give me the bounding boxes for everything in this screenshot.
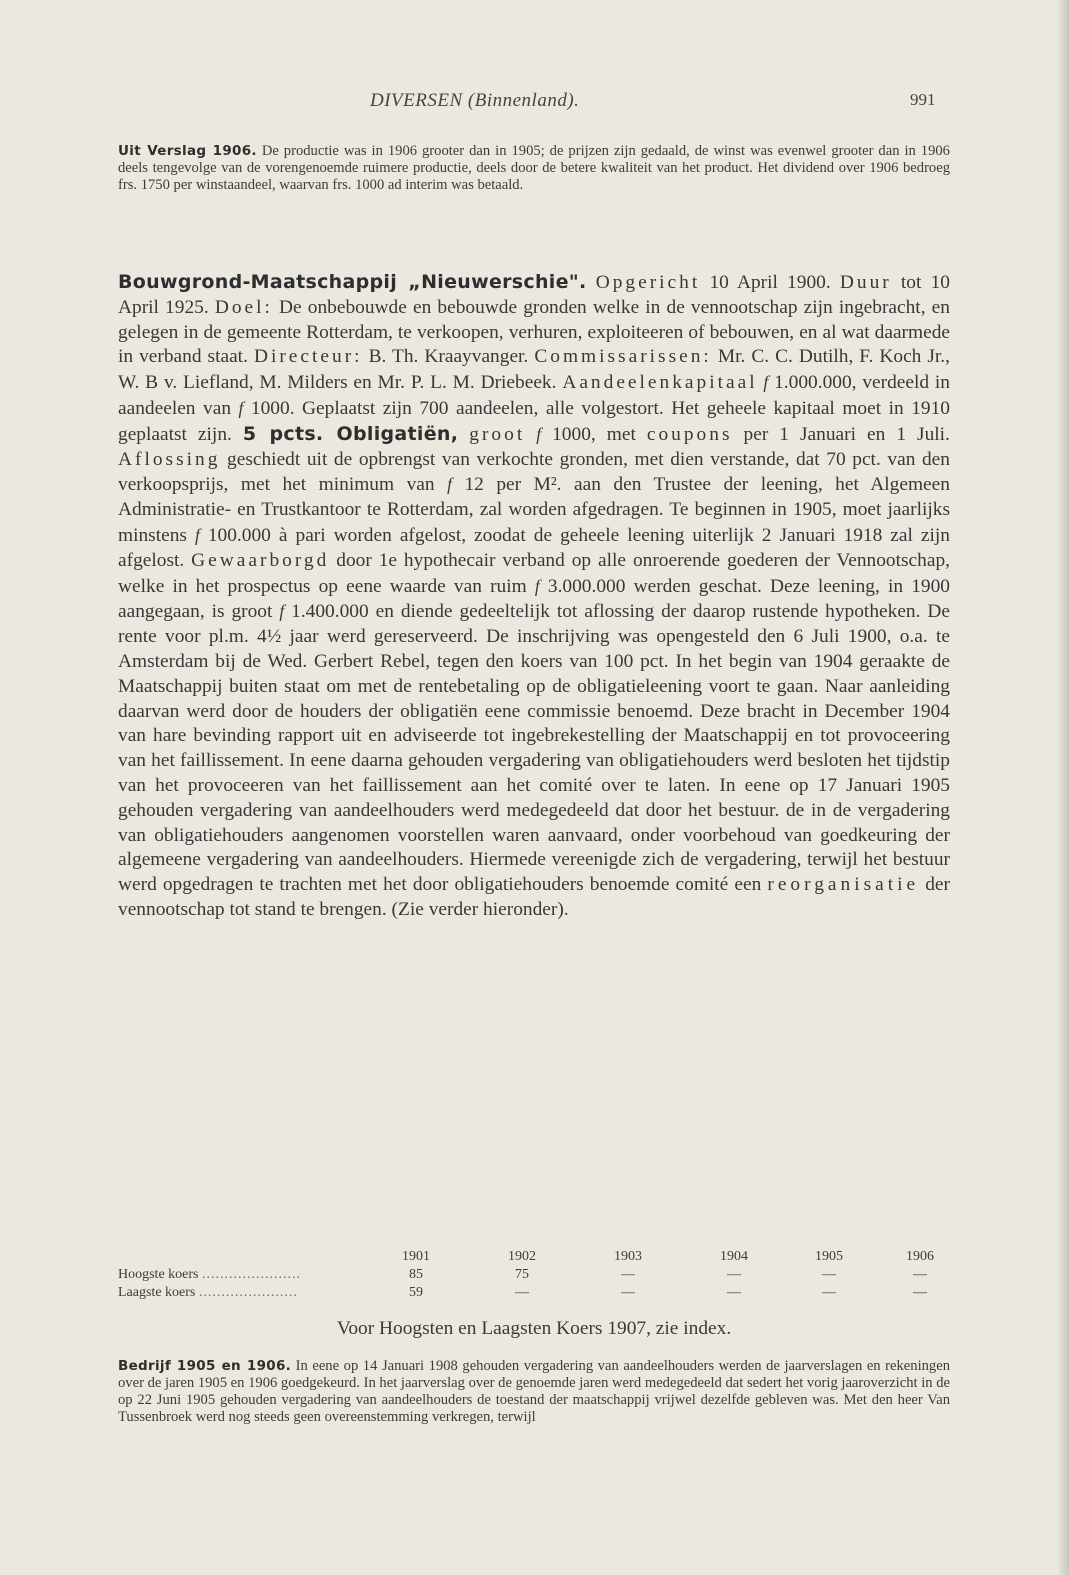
keyword-commissarissen: Commissarissen: [534, 346, 712, 368]
keyword-doel: Doel: [214, 296, 273, 318]
leader-dots: ...................... [198, 1285, 298, 1300]
table-header-row [118, 1249, 950, 1267]
year-header: 1901 [402, 1249, 430, 1264]
keyword-gewaarborgd: Gewaarborgd [191, 549, 330, 571]
table-cell: — [913, 1285, 927, 1300]
company-heading: Bouwgrond-Maatschappij „Nieuwerschie". [118, 271, 587, 293]
table-cell: — [822, 1267, 836, 1282]
table-row [118, 1267, 950, 1285]
keyword-duur: Duur [839, 272, 892, 293]
text-fragment: 1000. Geplaatst zijn 700 aandeelen, alle volgestort. Het geheele kapitaal moet in 1910 geplaatst zijn. [118, 397, 950, 445]
keyword-groot: groot [469, 423, 526, 445]
section-text: In eene op 14 Januari 1908 gehouden vergadering van aandeelhouders werden de jaarverslagen en rekeningen over de jaren 1905 en 1906 goedgekeurd. In het jaarverslag over de genoemde jaren werd medegedeeld dat sedert het vorig jaaroverzicht in de op 22 Juni 1905 gehouden vergadering van aandeelhouders de toestand der maatschappij vrijwel dezelfde gebleven was. Met den heer Van Tussenbroek werd nog steeds geen overeenstemming verkregen, terwijl [118, 1358, 950, 1425]
keyword-aflossing: Aflossing [118, 448, 221, 470]
row-label-cell [118, 1267, 398, 1283]
table-cell: — [727, 1285, 741, 1300]
year-header: 1906 [906, 1249, 934, 1264]
text-fragment: 1.000.000, verdeeld in aandeelen van [118, 372, 950, 419]
section-text: De productie was in 1906 grooter dan in 1905; de prijzen zijn gedaald, de winst was evenwel grooter dan in 1906 deels tengevolge van de vorengenoemde ruimere productie, deels door de betere kwaliteit van het product. Het dividend over 1906 bedroeg frs. 1750 per winstaandeel, waarvan frs. 1000 ad interim was betaald. [118, 143, 950, 193]
price-table [118, 1249, 950, 1303]
text-fragment: Mr. C. C. Dutilh, F. Koch Jr., W. B v. Liefland, M. Milders en Mr. P. L. M. Driebeek. [118, 346, 950, 394]
obligaties-heading: 5 pcts. Obligatiën, [242, 422, 459, 445]
florin-sign: f [534, 575, 540, 596]
table-row [118, 1285, 950, 1303]
text-fragment: B. Th. Kraayvanger. [368, 346, 529, 368]
index-note: Voor Hoogsten en Laagsten Koers 1907, zie index. [336, 1318, 732, 1339]
text-fragment: der vennootschap tot stand te brengen. (Zie verder hieronder). [118, 874, 950, 920]
year-header: 1905 [815, 1249, 843, 1264]
table-cell: 59 [409, 1285, 423, 1300]
text-fragment: De onbebouwde en bebouwde gronden welke in de vennootschap zijn ingebracht, en gelegen in de gemeente Rotterdam, te verkoopen, verhuren, exploiteeren of bebouwen, en al wat daarmede in verband staat. [118, 296, 950, 368]
table-cell: 85 [409, 1267, 423, 1282]
table-cell: — [515, 1285, 529, 1300]
text-fragment: 12 per M². aan den Trustee der leening, het Algemeen Administratie- en Trustkantoor te Rotterdam, zal worden afgedragen. Te beginnen in 1905, moet jaarlijks minstens [118, 474, 950, 546]
florin-sign: f [194, 524, 200, 545]
text-fragment: tot 10 April 1925. [118, 272, 950, 318]
text-fragment: 10 April 1900. [709, 272, 831, 293]
florin-sign: f [536, 423, 542, 444]
year-header: 1903 [614, 1249, 642, 1264]
leader-dots: ...................... [202, 1267, 301, 1282]
table-cell: — [822, 1285, 836, 1300]
year-header: 1904 [720, 1249, 748, 1264]
section-bedrijf [118, 1358, 950, 1426]
running-title: DIVERSEN (Binnenland). [370, 90, 580, 111]
row-label-cell [118, 1285, 398, 1301]
section-heading: Bedrijf 1905 en 1906. [118, 1358, 292, 1374]
table-cell: — [727, 1267, 741, 1282]
florin-sign: f [238, 397, 244, 418]
text-fragment: per 1 Januari en 1 Juli. [743, 423, 950, 445]
page-number: 991 [910, 90, 936, 109]
florin-sign: f [279, 601, 285, 622]
table-cell: — [621, 1267, 635, 1282]
page-edge-shadow [1057, 0, 1069, 1575]
text-fragment: 1000, met [552, 423, 636, 445]
table-cell: — [913, 1267, 927, 1282]
row-label: Laagste koers [118, 1285, 196, 1300]
keyword-opgericht: Opgericht [595, 272, 701, 293]
text-fragment: door 1e hypothecair verband op alle onroerende goederen der Vennootschap, welke in het prospectus op eene waarde van ruim [118, 549, 950, 597]
table-cell: 75 [515, 1267, 529, 1282]
text-fragment: geschiedt uit de opbrengst van verkochte gronden, met dien verstande, dat 70 pct. van den verkoopsprijs, met het minimum van [118, 448, 950, 496]
keyword-reorganisatie: reorganisatie [767, 874, 920, 896]
keyword-coupons: coupons [646, 423, 733, 445]
page-header [0, 90, 1069, 120]
text-fragment: 1.400.000 en diende gedeeltelijk tot aflossing der daarop rustende hypotheken. De rente voor pl.m. 4½ jaar werd gereserveerd. De inschrijving was opengesteld den 6 Juli 1900, o.a. te Amsterdam bij de Wed. Gerbert Rebel, tegen den koers van 100 pct. In het begin van 1904 geraakte de Maatschappij buiten staat om met de rentebetaling op de obligatieleening voort te gaan. Naar aanleiding daarvan werd door de houders der obligatiën eene commissie benoemd. Deze bracht in December 1904 van hare bevinding rapport uit en adviseerde tot ingebrekestelling der Maatschappij en tot provoceering van het faillissement. In eene daarna gehouden vergadering van obligatiehouders werd besloten het tijdstip van het provoceeren van het faillissement aan het comité over te laten. In eene op 17 Januari 1905 gehouden vergadering van aandeelhouders werd medegedeeld dat door het bestuur. de in de vergadering van obligatiehouders aangenomen voorstellen waren aanvaard, onder voorbehoud van goedkeuring der algemeene vergadering van aandeelhouders. Hiermede vereenigde zich de vergadering, terwijl het bestuur werd opgedragen te trachten met het door obligatiehouders benoemde comité een [118, 601, 950, 896]
keyword-directeur: Directeur: [253, 346, 363, 368]
row-label: Hoogste koers [118, 1267, 199, 1282]
table-cell: — [621, 1285, 635, 1300]
year-header: 1902 [508, 1249, 536, 1264]
text-fragment: 3.000.000 werden geschat. Deze leening, in 1900 aangegaan, is groot [118, 575, 950, 623]
section-bouwgrond-maatschappij [118, 270, 950, 923]
section-heading: Uit Verslag 1906. [118, 143, 257, 159]
florin-sign: f [447, 474, 452, 495]
text-fragment: 100.000 à pari worden afgelost, zoodat de geheele leening uiterlijk 2 Januari 1918 zal zijn afgelost. [118, 524, 950, 571]
section-uit-verslag [118, 143, 950, 194]
florin-sign: f [763, 372, 769, 393]
keyword-aandeelenkapitaal: Aandeelenkapitaal [562, 372, 758, 394]
